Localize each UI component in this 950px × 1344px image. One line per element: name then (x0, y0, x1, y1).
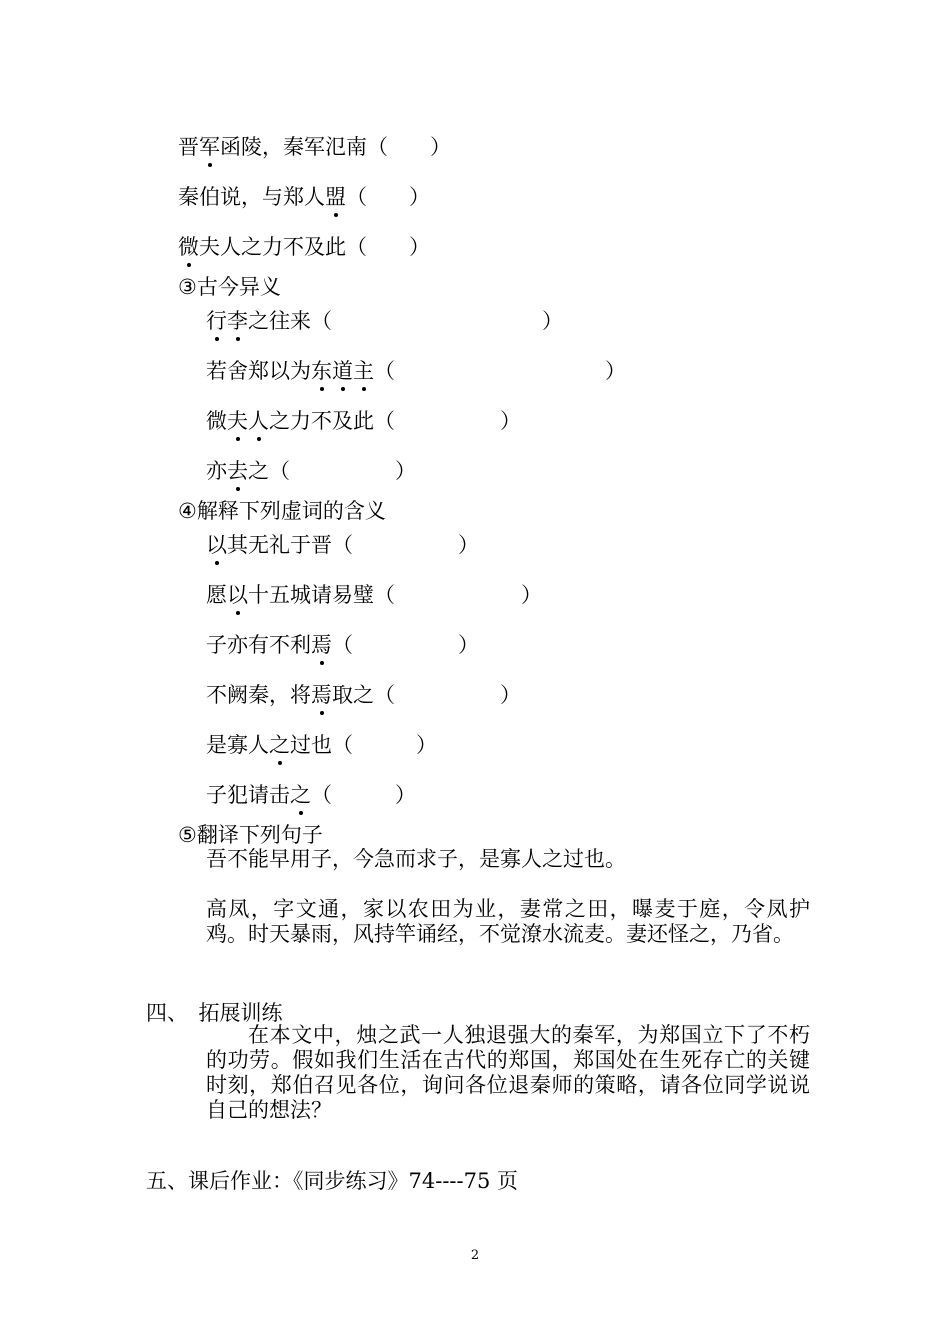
char: 之 (248, 309, 269, 333)
char: 不 (269, 633, 290, 657)
char: 亦 (227, 633, 248, 657)
page-number: 2 (470, 1248, 480, 1263)
char: ③ (178, 275, 197, 299)
answer-blank: （ ） (332, 533, 479, 557)
answer-blank: （ ） (346, 235, 430, 259)
char: 舍 (227, 359, 248, 383)
char: 不 (206, 683, 227, 707)
char: 南 (346, 135, 367, 159)
char: 以 (269, 359, 290, 383)
char: 列 (259, 823, 281, 847)
emphasis-char: 盟 (325, 185, 346, 209)
char: 之 (269, 409, 290, 433)
emphasis-char: 微 (178, 235, 199, 259)
char: 过 (290, 733, 311, 757)
char: 击 (269, 783, 290, 807)
answer-blank: （ ） (374, 583, 542, 607)
translate-sentence: 吾不能早用子，今急而求子，是寡人之过也。 (206, 847, 626, 871)
emphasis-char: 以 (227, 583, 248, 607)
char: 将 (290, 683, 311, 707)
char: 及 (304, 235, 325, 259)
answer-blank: （ ） (374, 683, 521, 707)
char: 义 (259, 275, 281, 299)
item-l5 (206, 358, 626, 384)
char: 虚 (280, 499, 302, 523)
char: 解 (196, 499, 218, 523)
char: 氾 (325, 135, 346, 159)
char: 取 (332, 683, 353, 707)
char: 往 (269, 309, 290, 333)
item-l3 (178, 234, 430, 260)
char: 下 (238, 823, 260, 847)
emphasis-char: 军 (199, 135, 220, 159)
char: ⑤ (178, 823, 197, 847)
char: 之 (241, 235, 262, 259)
section5-title: 五、课后作业：《同步练习》74----75 页 (146, 1169, 519, 1193)
char: 异 (238, 275, 260, 299)
char: 下 (238, 499, 260, 523)
char: 说 (220, 185, 241, 209)
char: 今 (217, 275, 239, 299)
emphasis-char: 夫 (227, 409, 248, 433)
char: 不 (283, 235, 304, 259)
char: 利 (290, 633, 311, 657)
char: 微 (206, 409, 227, 433)
char: 也 (311, 733, 332, 757)
emphasis-char: 焉 (311, 633, 332, 657)
item-l1 (178, 134, 451, 160)
char: 义 (364, 499, 386, 523)
emphasis-char: 行 (206, 309, 227, 333)
char: 秦 (178, 185, 199, 209)
item-l9 (206, 582, 542, 608)
char: 礼 (269, 533, 290, 557)
char: 力 (290, 409, 311, 433)
char: 此 (325, 235, 346, 259)
char: 子 (206, 783, 227, 807)
char: 之 (353, 683, 374, 707)
char: ， (241, 185, 262, 209)
char: 易 (332, 583, 353, 607)
answer-blank: （ ） (332, 733, 437, 757)
char: 古 (196, 275, 218, 299)
section4-title: 四、 拓展训练 (146, 1001, 283, 1025)
char: 阙 (227, 683, 248, 707)
char: 的 (322, 499, 344, 523)
emphasis-char: 去 (227, 459, 248, 483)
char: 译 (217, 823, 239, 847)
char: 列 (259, 499, 281, 523)
item-l6 (206, 408, 521, 434)
char: 函 (220, 135, 241, 159)
char: 犯 (227, 783, 248, 807)
answer-blank: （ ） (374, 409, 521, 433)
char: 释 (217, 499, 239, 523)
emphasis-char: 之 (290, 783, 311, 807)
char: 城 (290, 583, 311, 607)
answer-blank: （ ） (367, 135, 451, 159)
item-l8 (206, 532, 479, 558)
char: 请 (311, 583, 332, 607)
char: 请 (248, 783, 269, 807)
char: 词 (301, 499, 323, 523)
char: 五 (269, 583, 290, 607)
char: 寡 (227, 733, 248, 757)
emphasis-char: 东 (311, 359, 332, 383)
emphasis-char: 主 (353, 359, 374, 383)
char: 人 (220, 235, 241, 259)
char: 亦 (206, 459, 227, 483)
item-l7 (206, 458, 416, 484)
char: 夫 (199, 235, 220, 259)
char: 晋 (311, 533, 332, 557)
char: ④ (178, 499, 197, 523)
answer-blank: （ ） (332, 633, 479, 657)
item-l10 (206, 632, 479, 658)
emphasis-char: 以 (206, 533, 227, 557)
char: 句 (280, 823, 302, 847)
translate-passage: 高凤，字文通，家以农田为业，妻常之田，曝麦于庭，令凤护鸡。时天暴雨，风持竿诵经，不觉潦水流麦。妻还怪之，乃省。 (206, 897, 810, 946)
answer-blank: （ ） (311, 783, 416, 807)
item-l11 (206, 682, 521, 708)
char: 翻 (196, 823, 218, 847)
char: 郑 (283, 185, 304, 209)
char: 无 (248, 533, 269, 557)
char: 秦 (283, 135, 304, 159)
char: ， (269, 683, 290, 707)
char: 含 (343, 499, 365, 523)
char: 愿 (206, 583, 227, 607)
item-l13 (206, 782, 416, 808)
item-h3 (178, 274, 281, 300)
char: 于 (290, 533, 311, 557)
answer-blank: （ ） (346, 185, 430, 209)
emphasis-char: 李 (227, 309, 248, 333)
item-l12 (206, 732, 437, 758)
answer-blank: （ ） (311, 309, 563, 333)
char: ， (262, 135, 283, 159)
emphasis-char: 焉 (311, 683, 332, 707)
char: 及 (332, 409, 353, 433)
char: 若 (206, 359, 227, 383)
emphasis-char: 之 (269, 733, 290, 757)
char: 郑 (248, 359, 269, 383)
char: 子 (301, 823, 323, 847)
char: 人 (248, 733, 269, 757)
char: 伯 (199, 185, 220, 209)
item-l2 (178, 184, 430, 210)
char: 为 (290, 359, 311, 383)
item-h5 (178, 822, 323, 848)
char: 秦 (248, 683, 269, 707)
char: 是 (206, 733, 227, 757)
char: 不 (311, 409, 332, 433)
char: 人 (304, 185, 325, 209)
emphasis-char: 人 (248, 409, 269, 433)
char: 与 (262, 185, 283, 209)
char: 此 (353, 409, 374, 433)
emphasis-char: 道 (332, 359, 353, 383)
answer-blank: （ ） (269, 459, 416, 483)
section4-body: 在本文中，烛之武一人独退强大的秦军，为郑国立下了不朽的功劳。假如我们生活在古代的郑国，郑国处在生死存亡的关键时刻，郑伯召见各位，询问各位退秦师的策略，请各位同学说说自己的想法？ (206, 1023, 810, 1122)
char: 晋 (178, 135, 199, 159)
char: 璧 (353, 583, 374, 607)
char: 陵 (241, 135, 262, 159)
char: 十 (248, 583, 269, 607)
char: 子 (206, 633, 227, 657)
item-l4 (206, 308, 563, 334)
item-h4 (178, 498, 386, 524)
char: 来 (290, 309, 311, 333)
char: 力 (262, 235, 283, 259)
char: 有 (248, 633, 269, 657)
char: 之 (248, 459, 269, 483)
answer-blank: （ ） (374, 359, 626, 383)
char: 其 (227, 533, 248, 557)
char: 军 (304, 135, 325, 159)
